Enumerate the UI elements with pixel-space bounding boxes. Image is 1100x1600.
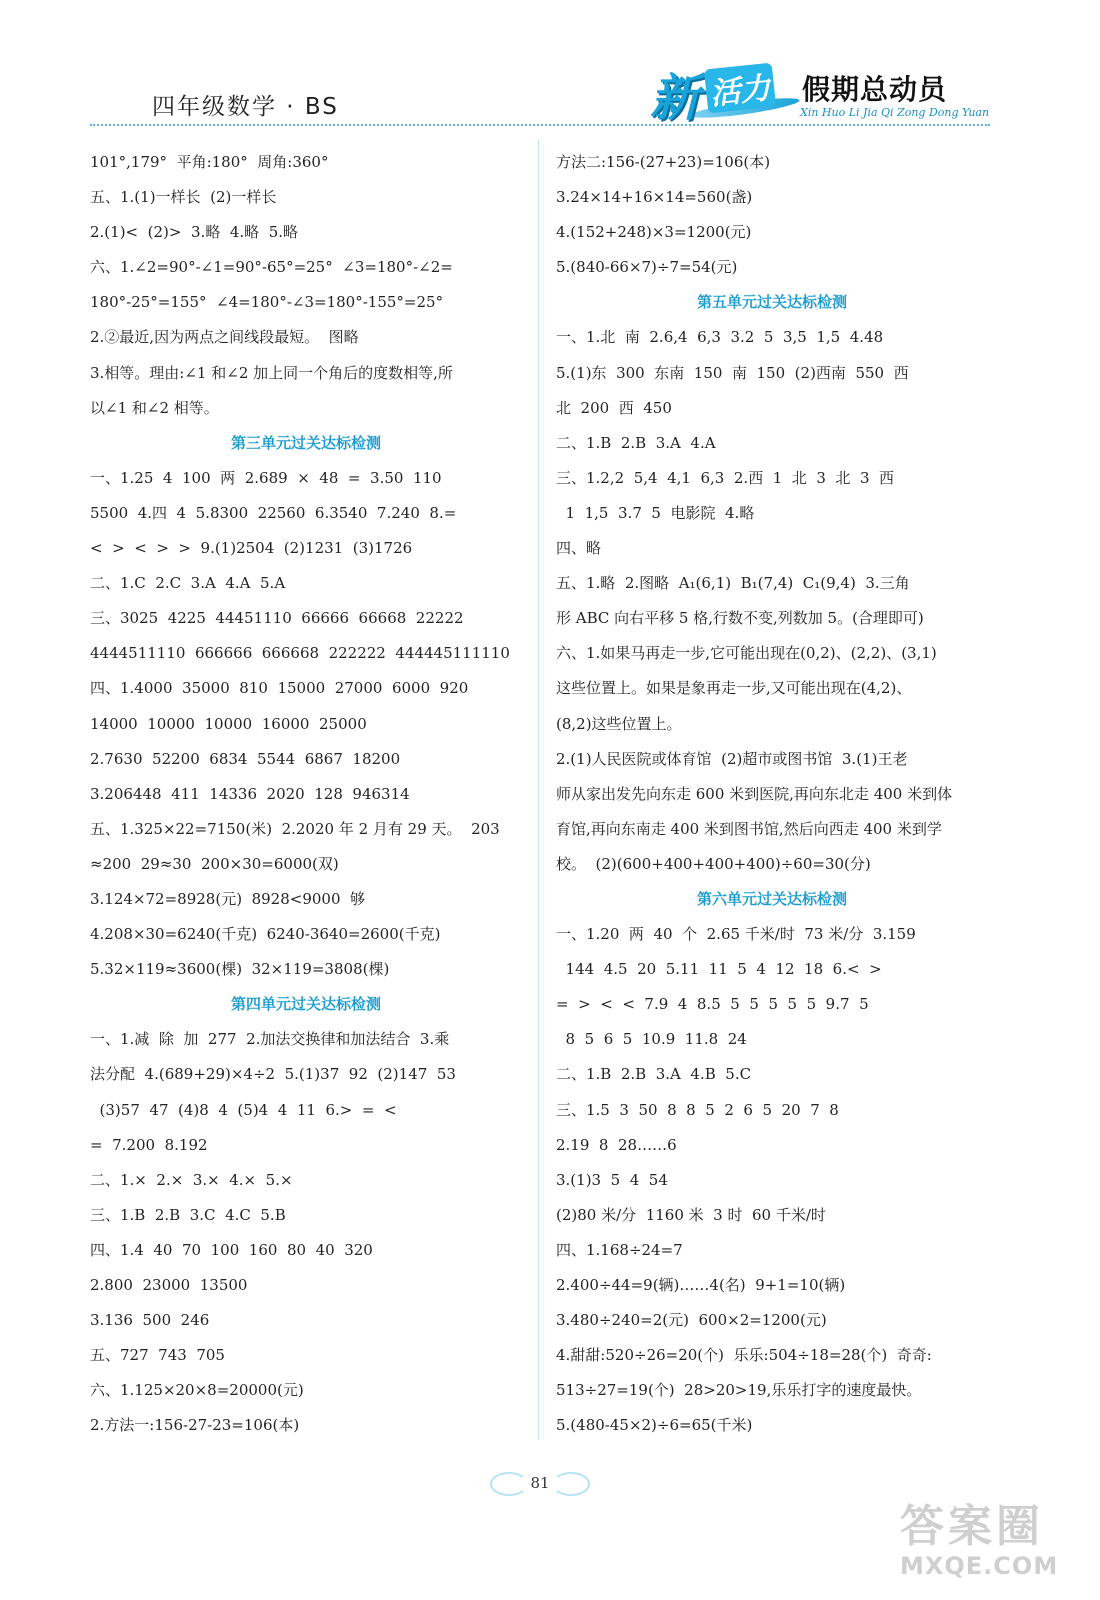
answer-line: 三、1.B 2.B 3.C 4.C 5.B [90, 1205, 286, 1224]
answer-line: 四、1.4 40 70 100 160 80 40 320 [90, 1240, 373, 1259]
answer-line: 六、1.125×20×8=20000(元) [90, 1381, 304, 1400]
answer-line: 180°-25°=155° ∠4=180°-∠3=180°-155°=25° [90, 293, 444, 312]
answer-line: ≈200 29≈30 200×30=6000(双) [90, 854, 339, 873]
answer-line: 一、1.25 4 100 两 2.689 × 48 = 3.50 110 [90, 468, 442, 487]
answer-line: 144 4.5 20 5.11 11 5 4 12 18 6.< > [556, 960, 882, 979]
answer-line: 五、1.325×22=7150(米) 2.2020 年 2 月有 29 天。 203 [90, 819, 500, 838]
answer-line: 5.(840-66×7)÷7=54(元) [556, 258, 738, 277]
answer-line: 2.800 23000 13500 [90, 1276, 248, 1294]
answer-line: < > < > > 9.(1)2504 (2)1231 (3)1726 [90, 539, 413, 558]
answer-line: 三、1.2,2 5,4 4,1 6,3 2.西 1 北 3 北 3 西 [556, 468, 895, 487]
answer-line: 校。 (2)(600+400+400+400)÷60=30(分) [556, 854, 871, 873]
page-number: 81 [490, 1466, 590, 1500]
answer-line: 四、1.168÷24=7 [556, 1240, 683, 1259]
answer-line: 2.(1)人民医院或体育馆 (2)超市或图书馆 3.(1)王老 [556, 749, 908, 768]
answer-line: 2.19 8 28……6 [556, 1135, 677, 1154]
answer-line: 一、1.减 除 加 277 2.加法交换律和加法结合 3.乘 [90, 1030, 450, 1049]
answer-line: 3.24×14+16×14=560(盏) [556, 188, 753, 207]
watermark-logo-text: 答案圈 [900, 1501, 1044, 1552]
brand-huoli: 活力 [704, 63, 776, 114]
answer-line: 8 5 6 5 10.9 11.8 24 [556, 1030, 747, 1049]
answer-line: 5.32×119≈3600(棵) 32×119=3808(棵) [90, 960, 390, 979]
answer-line: 二、1.B 2.B 3.A 4.B 5.C [556, 1065, 752, 1084]
answer-line: 3.(1)3 5 4 54 [556, 1170, 668, 1189]
answer-line: 三、1.5 3 50 8 8 5 2 6 5 20 7 8 [556, 1100, 839, 1119]
answer-line: 4.甜甜:520÷26=20(个) 乐乐:504÷18=28(个) 奇奇: [556, 1346, 932, 1365]
header-divider [90, 124, 990, 126]
answer-line: 3.206448 411 14336 2020 128 946314 [90, 784, 410, 803]
brand-xin: 新 [650, 69, 700, 127]
answer-line: 4444511110 666666 666668 222222 444445111110 [90, 644, 510, 663]
answer-line: 2.方法一:156-27-23=106(本) [90, 1416, 300, 1435]
answer-line: 一、1.20 两 40 个 2.65 千米/时 73 米/分 3.159 [556, 925, 916, 944]
answer-line: 四、1.4000 35000 810 15000 27000 6000 920 [90, 679, 469, 698]
answer-line: (8,2)这些位置上。 [556, 714, 682, 733]
grade-title: 四年级数学 · BS [152, 94, 339, 120]
answer-line: 五、727 743 705 [90, 1346, 225, 1365]
answer-line: (3)57 47 (4)8 4 (5)4 4 11 6.> = < [90, 1100, 397, 1119]
brand-logo [650, 58, 990, 128]
section-title: 第三单元过关达标检测 [230, 433, 381, 452]
answer-line: 4.208×30=6240(千克) 6240-3640=2600(千克) [90, 925, 441, 944]
answer-line: 5.(1)东 300 东南 150 南 150 (2)西南 550 西 [556, 363, 909, 382]
answer-line: 513÷27=19(个) 28>20>19,乐乐打字的速度最快。 [556, 1381, 922, 1400]
answer-line: 二、1.C 2.C 3.A 4.A 5.A [90, 574, 286, 593]
brand-main-title: 假期总动员 [802, 73, 948, 106]
answer-line: 14000 10000 10000 16000 25000 [90, 714, 367, 733]
answer-line: 2.400÷44=9(辆)……4(名) 9+1=10(辆) [556, 1276, 846, 1294]
answer-line: 三、3025 4225 44451110 66666 66668 22222 [90, 609, 464, 628]
answer-line: 六、1.∠2=90°-∠1=90°-65°=25° ∠3=180°-∠2= [90, 258, 453, 277]
answer-line: 2.(1)< (2)> 3.略 4.略 5.略 [90, 223, 299, 242]
watermark [900, 1490, 1090, 1590]
answer-line: 一、1.北 南 2.6,4 6,3 3.2 5 3,5 1,5 4.48 [556, 328, 884, 347]
page-header [0, 0, 1100, 130]
answer-line: 形 ABC 向右平移 5 格,行数不变,列数加 5。(合理即可) [556, 609, 924, 628]
column-divider [538, 140, 539, 1440]
answer-line: 方法二:156-(27+23)=106(本) [556, 153, 771, 171]
right-column [556, 145, 988, 1443]
section-title: 第六单元过关达标检测 [696, 889, 847, 908]
answer-line: 3.480÷240=2(元) 600×2=1200(元) [556, 1311, 827, 1330]
answer-line: 这些位置上。如果是象再走一步,又可能出现在(4,2)、 [556, 679, 912, 698]
answer-line: = > < < 7.9 4 8.5 5 5 5 5 5 9.7 5 [556, 995, 869, 1014]
answer-line: 5.(480-45×2)÷6=65(千米) [556, 1416, 753, 1435]
answer-line: (2)80 米/分 1160 米 3 时 60 千米/时 [556, 1205, 826, 1224]
answer-line: 2.7630 52200 6834 5544 6867 18200 [90, 749, 401, 768]
answer-line: 育馆,再向东南走 400 米到图书馆,然后向西走 400 米到学 [556, 819, 942, 838]
answer-line: 六、1.如果马再走一步,它可能出现在(0,2)、(2,2)、(3,1) [556, 644, 937, 663]
section-title: 第四单元过关达标检测 [230, 995, 381, 1014]
answer-line: 北 200 西 450 [556, 398, 672, 417]
answer-line: 二、1.B 2.B 3.A 4.A [556, 433, 716, 452]
answer-line: 法分配 4.(689+29)×4÷2 5.(1)37 92 (2)147 53 [90, 1065, 456, 1084]
answer-line: 3.124×72=8928(元) 8928<9000 够 [90, 889, 366, 908]
left-column [90, 145, 522, 1443]
answer-line: 2.②最近,因为两点之间线段最短。 图略 [90, 328, 359, 347]
answer-line: 二、1.× 2.× 3.× 4.× 5.× [90, 1170, 293, 1189]
answer-line: 以∠1 和∠2 相等。 [90, 398, 219, 417]
watermark-url: MXQE.COM [900, 1552, 1059, 1580]
answer-line: 101°,179° 平角:180° 周角:360° [90, 153, 329, 171]
answer-line: 1 1,5 3.7 5 电影院 4.略 [556, 503, 755, 522]
answer-line: 3.136 500 246 [90, 1311, 210, 1330]
section-title: 第五单元过关达标检测 [696, 293, 847, 312]
answer-line: 5500 4.四 4 5.8300 22560 6.3540 7.240 8.= [90, 503, 457, 522]
answer-line: 四、略 [556, 539, 602, 558]
answer-line: 师从家出发先向东走 600 米到医院,再向东北走 400 米到体 [556, 784, 953, 803]
answer-line: 五、1.(1)一样长 (2)一样长 [90, 188, 277, 207]
answer-line: = 7.200 8.192 [90, 1135, 208, 1154]
answer-line: 3.相等。理由:∠1 和∠2 加上同一个角后的度数相等,所 [90, 363, 453, 382]
answer-line: 4.(152+248)×3=1200(元) [556, 223, 752, 242]
answer-line: 五、1.略 2.图略 A₁(6,1) B₁(7,4) C₁(9,4) 3.三角 [556, 574, 910, 593]
brand-pinyin: Xin Huo Li Jia Qi Zong Dong Yuan [800, 106, 990, 119]
